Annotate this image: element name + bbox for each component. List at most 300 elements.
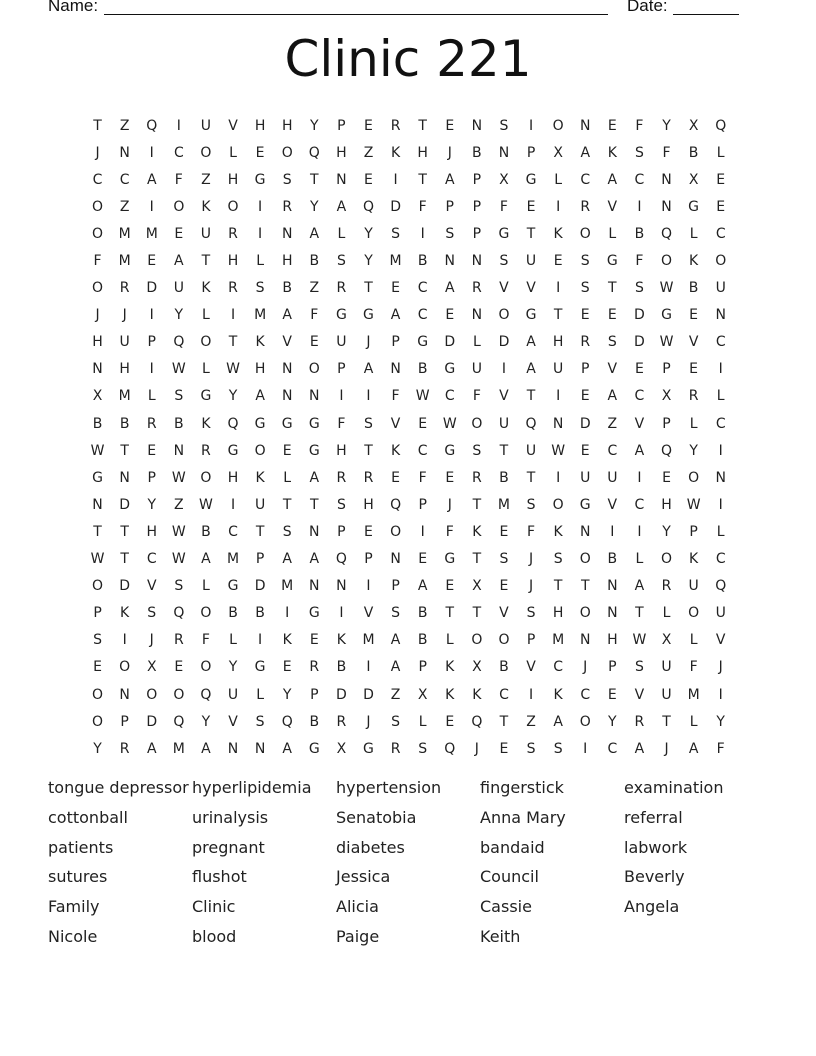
grid-letter: O bbox=[471, 415, 483, 432]
grid-letter: F bbox=[635, 253, 644, 270]
grid-letter: E bbox=[174, 225, 184, 242]
grid-letter: I bbox=[339, 388, 344, 405]
grid-row bbox=[84, 518, 734, 545]
grid-letter: P bbox=[662, 415, 671, 432]
grid-letter: A bbox=[390, 659, 401, 676]
grid-letter: G bbox=[661, 307, 672, 324]
grid-letter: M bbox=[389, 253, 402, 270]
grid-letter: E bbox=[607, 307, 617, 324]
grid-letter: K bbox=[390, 144, 401, 161]
grid-letter: Y bbox=[364, 225, 373, 242]
grid-letter: T bbox=[364, 442, 373, 459]
grid-letter: T bbox=[499, 713, 509, 730]
grid-letter: E bbox=[93, 659, 102, 676]
grid-letter: R bbox=[201, 442, 211, 459]
grid-letter: V bbox=[526, 280, 536, 297]
grid-letter: D bbox=[444, 334, 456, 351]
grid-letter: T bbox=[499, 442, 509, 459]
grid-letter: E bbox=[418, 415, 428, 432]
grid-letter: T bbox=[120, 442, 129, 459]
grid-letter: F bbox=[418, 198, 427, 215]
grid-letter: Z bbox=[607, 415, 618, 432]
grid-letter: W bbox=[90, 551, 105, 568]
grid-letter: T bbox=[310, 496, 319, 513]
grid-letter: S bbox=[391, 713, 401, 730]
grid-letter: Y bbox=[608, 713, 617, 730]
grid-letter: S bbox=[336, 253, 346, 270]
grid-letter: H bbox=[227, 171, 239, 188]
grid-letter: A bbox=[634, 442, 645, 459]
grid-letter: Y bbox=[662, 523, 671, 540]
grid-letter: S bbox=[499, 551, 509, 568]
grid-letter: H bbox=[146, 523, 157, 540]
grid-letter: C bbox=[607, 740, 618, 757]
grid-letter: I bbox=[556, 388, 561, 405]
grid-letter: N bbox=[309, 578, 320, 595]
grid-letter: A bbox=[390, 632, 401, 649]
word-bank-item: Council bbox=[480, 867, 539, 887]
grid-letter: F bbox=[635, 117, 644, 134]
grid-letter: S bbox=[499, 253, 509, 270]
word-bank-item: fingerstick bbox=[480, 778, 564, 797]
grid-letter: O bbox=[661, 551, 673, 568]
grid-letter: N bbox=[119, 469, 130, 486]
grid-letter: Y bbox=[228, 659, 238, 676]
grid-letter: E bbox=[445, 713, 455, 730]
grid-letter: V bbox=[607, 361, 618, 378]
grid-letter: Q bbox=[362, 198, 374, 215]
grid-letter: I bbox=[718, 361, 723, 378]
grid-letter: C bbox=[634, 388, 645, 405]
grid-letter: T bbox=[445, 605, 455, 622]
grid-letter: O bbox=[688, 469, 700, 486]
grid-letter: U bbox=[580, 469, 591, 486]
grid-letter: R bbox=[363, 469, 374, 486]
grid-letter: R bbox=[336, 280, 347, 297]
grid-letter: F bbox=[93, 253, 102, 270]
grid-letter: I bbox=[420, 225, 425, 242]
word-bank-item: bandaid bbox=[480, 837, 545, 857]
grid-letter: F bbox=[499, 198, 508, 215]
grid-letter: I bbox=[637, 198, 642, 215]
grid-letter: A bbox=[526, 334, 536, 351]
grid-letter: I bbox=[610, 523, 615, 540]
grid-letter: L bbox=[689, 415, 698, 432]
grid-row bbox=[84, 546, 734, 573]
grid-letter: K bbox=[282, 632, 292, 649]
name-line[interactable] bbox=[104, 14, 608, 15]
grid-letter: H bbox=[363, 496, 374, 513]
letter-grid bbox=[84, 112, 734, 762]
grid-letter: G bbox=[227, 442, 239, 459]
grid-letter: K bbox=[336, 632, 346, 649]
grid-letter: O bbox=[92, 198, 104, 215]
grid-letter: A bbox=[309, 469, 320, 486]
grid-letter: E bbox=[364, 171, 373, 188]
grid-letter: N bbox=[309, 523, 320, 540]
grid-letter: V bbox=[634, 415, 645, 432]
grid-letter: U bbox=[227, 686, 239, 703]
grid-letter: H bbox=[227, 469, 239, 486]
grid-letter: K bbox=[445, 659, 455, 676]
grid-letter: P bbox=[310, 686, 319, 703]
grid-letter: A bbox=[146, 740, 157, 757]
grid-letter: V bbox=[282, 334, 292, 351]
grid-letter: N bbox=[281, 225, 293, 242]
grid-letter: X bbox=[336, 740, 347, 757]
grid-letter: A bbox=[607, 171, 618, 188]
grid-letter: C bbox=[715, 334, 726, 351]
grid-letter: P bbox=[93, 605, 102, 622]
grid-letter: N bbox=[471, 253, 483, 270]
grid-letter: N bbox=[309, 388, 320, 405]
grid-letter: P bbox=[364, 551, 373, 568]
grid-letter: G bbox=[363, 740, 374, 757]
grid-letter: I bbox=[230, 496, 236, 513]
grid-letter: B bbox=[688, 280, 699, 297]
grid-letter: J bbox=[149, 632, 154, 649]
grid-letter: H bbox=[119, 361, 130, 378]
grid-letter: T bbox=[364, 280, 373, 297]
grid-letter: R bbox=[228, 225, 238, 242]
grid-letter: C bbox=[146, 551, 157, 568]
grid-letter: N bbox=[281, 361, 293, 378]
grid-letter: V bbox=[499, 605, 509, 622]
grid-letter: P bbox=[391, 578, 400, 595]
grid-letter: B bbox=[336, 659, 347, 676]
grid-letter: W bbox=[199, 496, 213, 513]
grid-letter: O bbox=[498, 632, 510, 649]
grid-letter: N bbox=[336, 171, 347, 188]
grid-letter: R bbox=[119, 280, 130, 297]
grid-letter: S bbox=[174, 578, 184, 595]
grid-letter: P bbox=[337, 361, 346, 378]
grid-letter: N bbox=[390, 551, 401, 568]
grid-letter: E bbox=[580, 307, 590, 324]
grid-row bbox=[84, 654, 734, 681]
grid-letter: S bbox=[255, 280, 265, 297]
grid-letter: E bbox=[607, 117, 617, 134]
grid-letter: R bbox=[471, 280, 482, 297]
grid-letter: F bbox=[445, 523, 454, 540]
grid-letter: N bbox=[579, 117, 591, 134]
word-bank-item: Keith bbox=[480, 926, 521, 946]
grid-letter: E bbox=[634, 361, 644, 378]
grid-letter: W bbox=[415, 388, 430, 405]
grid-letter: K bbox=[553, 225, 563, 242]
grid-letter: O bbox=[579, 605, 591, 622]
grid-letter: P bbox=[391, 334, 400, 351]
grid-letter: G bbox=[254, 659, 266, 676]
grid-letter: C bbox=[173, 144, 184, 161]
grid-letter: F bbox=[418, 469, 427, 486]
grid-letter: L bbox=[472, 334, 481, 351]
word-bank-item: urinalysis bbox=[192, 807, 269, 827]
grid-letter: D bbox=[634, 334, 645, 351]
grid-letter: E bbox=[147, 442, 157, 459]
grid-letter: T bbox=[526, 225, 536, 242]
grid-letter: B bbox=[174, 415, 184, 432]
grid-letter: D bbox=[254, 578, 266, 595]
grid-letter: G bbox=[444, 361, 456, 378]
grid-letter: J bbox=[122, 307, 127, 324]
grid-row bbox=[84, 491, 734, 518]
grid-letter: B bbox=[282, 280, 292, 297]
grid-letter: C bbox=[634, 171, 645, 188]
grid-letter: D bbox=[146, 713, 158, 730]
grid-letter: C bbox=[715, 225, 726, 242]
grid-letter: D bbox=[336, 686, 347, 703]
grid-letter: E bbox=[716, 198, 726, 215]
grid-letter: G bbox=[525, 171, 537, 188]
grid-letter: T bbox=[120, 523, 129, 540]
word-bank-item: Cassie bbox=[480, 897, 532, 917]
grid-letter: Z bbox=[309, 280, 320, 297]
grid-letter: E bbox=[418, 551, 428, 568]
grid-letter: S bbox=[391, 225, 401, 242]
grid-letter: K bbox=[689, 253, 699, 270]
grid-letter: S bbox=[580, 280, 590, 297]
grid-letter: K bbox=[472, 523, 482, 540]
grid-letter: E bbox=[499, 578, 509, 595]
word-bank-item: Angela bbox=[624, 897, 680, 917]
grid-letter: W bbox=[90, 442, 105, 459]
grid-letter: U bbox=[688, 578, 699, 595]
grid-letter: J bbox=[583, 659, 588, 676]
grid-letter: O bbox=[173, 686, 185, 703]
grid-letter: F bbox=[662, 144, 671, 161]
grid-letter: E bbox=[526, 198, 536, 215]
grid-letter: B bbox=[228, 605, 238, 622]
grid-letter: C bbox=[499, 686, 509, 703]
grid-letter: E bbox=[689, 307, 699, 324]
grid-letter: B bbox=[417, 253, 428, 270]
grid-letter: I bbox=[718, 496, 723, 513]
grid-letter: E bbox=[607, 686, 617, 703]
grid-letter: K bbox=[201, 198, 211, 215]
grid-letter: Y bbox=[201, 713, 211, 730]
grid-letter: T bbox=[93, 117, 102, 134]
grid-letter: W bbox=[171, 551, 186, 568]
grid-letter: L bbox=[202, 578, 210, 595]
grid-row bbox=[84, 247, 734, 274]
grid-letter: A bbox=[309, 225, 320, 242]
grid-letter: K bbox=[120, 605, 130, 622]
grid-letter: L bbox=[689, 713, 698, 730]
grid-letter: V bbox=[228, 117, 238, 134]
grid-letter: Q bbox=[471, 713, 483, 730]
grid-letter: B bbox=[417, 605, 428, 622]
grid-letter: S bbox=[526, 740, 536, 757]
grid-letter: A bbox=[363, 361, 374, 378]
grid-letter: I bbox=[176, 117, 181, 134]
grid-letter: M bbox=[552, 632, 565, 649]
grid-letter: D bbox=[579, 415, 591, 432]
grid-letter: G bbox=[308, 740, 320, 757]
word-bank-item: Paige bbox=[336, 926, 380, 946]
grid-letter: Y bbox=[147, 496, 157, 513]
grid-letter: S bbox=[174, 388, 184, 405]
grid-letter: N bbox=[715, 307, 726, 324]
grid-letter: T bbox=[472, 551, 482, 568]
grid-letter: T bbox=[526, 469, 536, 486]
grid-letter: Z bbox=[526, 713, 536, 730]
grid-letter: P bbox=[581, 361, 590, 378]
grid-letter: X bbox=[472, 578, 482, 595]
grid-letter: S bbox=[634, 659, 644, 676]
grid-letter: B bbox=[499, 659, 509, 676]
grid-letter: G bbox=[606, 253, 618, 270]
grid-letter: B bbox=[499, 469, 509, 486]
grid-letter: R bbox=[173, 632, 184, 649]
grid-letter: K bbox=[201, 280, 211, 297]
grid-letter: X bbox=[92, 388, 103, 405]
grid-letter: K bbox=[255, 334, 265, 351]
grid-letter: I bbox=[149, 144, 154, 161]
name-label: Name: bbox=[48, 0, 99, 15]
grid-letter: W bbox=[659, 334, 674, 351]
grid-letter: P bbox=[526, 144, 536, 161]
grid-letter: P bbox=[689, 523, 698, 540]
grid-letter: L bbox=[554, 171, 563, 188]
grid-letter: Q bbox=[715, 578, 727, 595]
grid-letter: B bbox=[417, 361, 428, 378]
grid-letter: G bbox=[254, 171, 266, 188]
grid-letter: E bbox=[445, 307, 455, 324]
word-bank-item: cottonball bbox=[48, 807, 128, 827]
grid-row bbox=[84, 193, 734, 220]
grid-letter: T bbox=[120, 551, 129, 568]
word-bank-item: pregnant bbox=[192, 837, 265, 857]
grid-letter: T bbox=[635, 605, 644, 622]
grid-letter: B bbox=[417, 632, 428, 649]
grid-letter: D bbox=[146, 280, 158, 297]
grid-letter: J bbox=[366, 713, 371, 730]
grid-letter: N bbox=[281, 388, 293, 405]
grid-letter: A bbox=[634, 740, 645, 757]
grid-letter: L bbox=[229, 632, 237, 649]
grid-letter: E bbox=[499, 740, 509, 757]
grid-letter: Y bbox=[310, 117, 319, 134]
grid-letter: I bbox=[718, 686, 723, 703]
grid-letter: V bbox=[363, 605, 374, 622]
grid-letter: H bbox=[281, 117, 293, 134]
grid-letter: A bbox=[526, 361, 536, 378]
grid-letter: E bbox=[282, 442, 292, 459]
grid-letter: E bbox=[716, 171, 726, 188]
grid-letter: K bbox=[553, 523, 563, 540]
grid-letter: S bbox=[607, 334, 617, 351]
grid-letter: B bbox=[119, 415, 130, 432]
grid-letter: L bbox=[716, 523, 725, 540]
grid-letter: X bbox=[472, 659, 482, 676]
grid-letter: L bbox=[635, 551, 644, 568]
grid-letter: B bbox=[607, 551, 618, 568]
grid-letter: N bbox=[471, 117, 483, 134]
grid-row bbox=[84, 329, 734, 356]
grid-letter: I bbox=[339, 605, 344, 622]
grid-letter: U bbox=[200, 117, 212, 134]
grid-letter: Z bbox=[119, 198, 130, 215]
word-bank-item: tongue depressor bbox=[48, 778, 189, 797]
grid-letter: C bbox=[417, 442, 428, 459]
grid-letter: R bbox=[688, 388, 699, 405]
grid-letter: O bbox=[200, 605, 212, 622]
grid-letter: C bbox=[417, 307, 428, 324]
grid-letter: R bbox=[580, 334, 591, 351]
grid-letter: E bbox=[499, 523, 509, 540]
grid-letter: I bbox=[230, 307, 236, 324]
grid-letter: N bbox=[552, 415, 564, 432]
grid-letter: H bbox=[92, 334, 103, 351]
grid-letter: N bbox=[661, 198, 672, 215]
date-line[interactable] bbox=[673, 14, 739, 15]
grid-letter: V bbox=[688, 334, 699, 351]
grid-letter: A bbox=[146, 171, 157, 188]
grid-letter: O bbox=[92, 578, 104, 595]
grid-letter: I bbox=[718, 442, 723, 459]
word-bank-item: patients bbox=[48, 837, 114, 857]
word-bank-item: Family bbox=[48, 897, 100, 917]
grid-letter: R bbox=[336, 469, 347, 486]
grid-letter: O bbox=[200, 659, 212, 676]
word-bank-item: hyperlipidemia bbox=[192, 778, 312, 797]
grid-letter: K bbox=[201, 415, 211, 432]
grid-letter: E bbox=[553, 253, 563, 270]
grid-letter: I bbox=[258, 632, 263, 649]
grid-letter: A bbox=[255, 388, 265, 405]
grid-letter: F bbox=[201, 632, 210, 649]
grid-letter: N bbox=[715, 469, 726, 486]
grid-letter: X bbox=[688, 117, 699, 134]
grid-letter: H bbox=[417, 144, 428, 161]
grid-letter: U bbox=[607, 469, 618, 486]
grid-letter: M bbox=[254, 307, 267, 324]
grid-letter: X bbox=[688, 171, 699, 188]
grid-letter: S bbox=[445, 225, 455, 242]
word-bank-item: hypertension bbox=[336, 778, 442, 797]
grid-letter: O bbox=[552, 117, 564, 134]
grid-letter: R bbox=[390, 740, 401, 757]
grid-row bbox=[84, 573, 734, 600]
grid-letter: I bbox=[258, 225, 263, 242]
grid-letter: W bbox=[551, 442, 566, 459]
grid-letter: O bbox=[715, 253, 727, 270]
grid-letter: O bbox=[92, 686, 104, 703]
grid-letter: Z bbox=[390, 686, 401, 703]
grid-letter: E bbox=[391, 469, 400, 486]
grid-letter: X bbox=[661, 632, 672, 649]
grid-letter: U bbox=[119, 334, 130, 351]
grid-letter: M bbox=[172, 740, 185, 757]
grid-letter: B bbox=[309, 253, 320, 270]
grid-letter: J bbox=[447, 144, 452, 161]
grid-letter: G bbox=[92, 469, 103, 486]
grid-letter: I bbox=[258, 198, 263, 215]
grid-letter: N bbox=[227, 740, 239, 757]
grid-row bbox=[84, 166, 734, 193]
grid-letter: Y bbox=[228, 388, 238, 405]
grid-letter: K bbox=[390, 442, 401, 459]
grid-letter: Q bbox=[390, 496, 402, 513]
grid-letter: I bbox=[637, 469, 642, 486]
grid-letter: O bbox=[146, 686, 158, 703]
grid-letter: M bbox=[118, 253, 131, 270]
grid-letter: C bbox=[715, 551, 726, 568]
grid-letter: G bbox=[688, 198, 700, 215]
grid-letter: P bbox=[255, 551, 265, 568]
page-title: Clinic 221 bbox=[284, 30, 532, 88]
